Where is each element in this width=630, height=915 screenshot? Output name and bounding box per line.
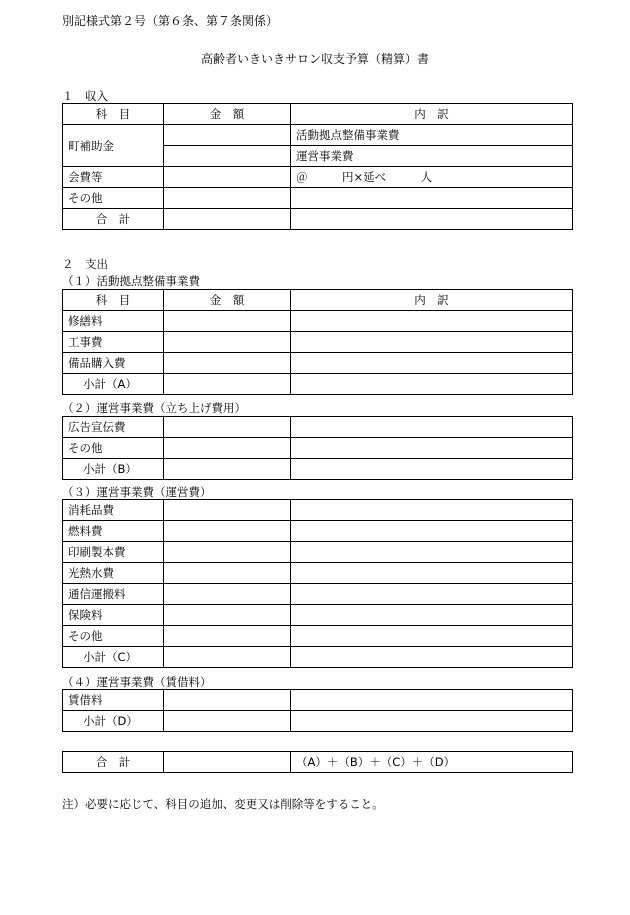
amount-cell: [164, 417, 291, 438]
amount-cell: [164, 584, 291, 605]
table-header-row: [63, 290, 573, 311]
amount-cell: [164, 353, 291, 374]
detail-cell: [291, 647, 573, 668]
row-item-label: 消耗品費: [63, 500, 164, 521]
amount-cell: [164, 209, 291, 230]
amount-cell: [164, 647, 291, 668]
total-row: [63, 209, 573, 230]
table-row: [63, 353, 573, 374]
amount-cell: [164, 711, 291, 732]
row-item-label: 広告宣伝費: [63, 417, 164, 438]
row-item-label: 印刷製本費: [63, 542, 164, 563]
expense-sub2-title: （２）運営事業費（立ち上げ費用）: [62, 401, 246, 415]
row-item-label: 会費等: [63, 167, 164, 188]
subtotal-label: 小計（C）: [63, 647, 164, 668]
amount-cell: [164, 188, 291, 209]
table-row: [63, 188, 573, 209]
table-row: [63, 563, 573, 584]
total-formula: （A）＋（B）＋（C）＋（D）: [291, 752, 573, 773]
subtotal-label: 小計（A）: [63, 374, 164, 395]
expense-sub1-table: [62, 289, 573, 395]
amount-cell: [164, 542, 291, 563]
amount-cell: [164, 438, 291, 459]
amount-cell: [164, 752, 291, 773]
amount-cell: [164, 626, 291, 647]
subtotal-row: [63, 459, 573, 480]
amount-cell: [164, 311, 291, 332]
header-amount: 金 額: [164, 104, 291, 125]
detail-cell: [291, 711, 573, 732]
detail-cell: ＠ 円×延べ 人: [291, 167, 573, 188]
detail-cell: [291, 188, 573, 209]
detail-cell: [291, 209, 573, 230]
subtotal-label: 小計（D）: [63, 711, 164, 732]
table-row: [63, 521, 573, 542]
detail-cell: [291, 521, 573, 542]
table-row: [63, 542, 573, 563]
amount-cell: [164, 146, 291, 167]
row-item-label: 工事費: [63, 332, 164, 353]
grand-total-table: [62, 751, 573, 773]
detail-cell: [291, 332, 573, 353]
table-row: [63, 690, 573, 711]
header-item: 科 目: [63, 290, 164, 311]
amount-cell: [164, 374, 291, 395]
row-item-label: 通信運搬料: [63, 584, 164, 605]
total-row: [63, 752, 573, 773]
amount-cell: [164, 332, 291, 353]
row-item-label: 光熱水費: [63, 563, 164, 584]
table-row: [63, 584, 573, 605]
subtotal-row: [63, 647, 573, 668]
detail-cell: 活動拠点整備事業費: [291, 125, 573, 146]
amount-cell: [164, 521, 291, 542]
amount-cell: [164, 563, 291, 584]
detail-cell: [291, 563, 573, 584]
header-item: 科 目: [63, 104, 164, 125]
table-row: [63, 125, 573, 146]
header-amount: 金 額: [164, 290, 291, 311]
expense-sub3-title: （３）運営事業費（運営費）: [62, 485, 212, 499]
detail-cell: [291, 690, 573, 711]
table-row: [63, 438, 573, 459]
expense-heading: ２ 支出: [62, 257, 108, 271]
row-item-label: その他: [63, 188, 164, 209]
detail-cell: [291, 605, 573, 626]
amount-cell: [164, 605, 291, 626]
detail-cell: [291, 459, 573, 480]
detail-cell: [291, 438, 573, 459]
detail-cell: [291, 417, 573, 438]
table-row: [63, 311, 573, 332]
amount-cell: [164, 500, 291, 521]
subtotal-row: [63, 711, 573, 732]
row-item-label: 賃借料: [63, 690, 164, 711]
row-item-label: 燃料費: [63, 521, 164, 542]
total-label: 合 計: [63, 209, 164, 230]
detail-cell: [291, 584, 573, 605]
table-row: [63, 605, 573, 626]
expense-sub4-table: [62, 689, 573, 732]
expense-sub1-title: （１）活動拠点整備事業費: [62, 274, 200, 288]
row-item-label: 修繕料: [63, 311, 164, 332]
amount-cell: [164, 167, 291, 188]
expense-sub3-table: [62, 499, 573, 668]
subtotal-label: 小計（B）: [63, 459, 164, 480]
row-item-label: 町補助金: [63, 125, 164, 167]
table-row: [63, 332, 573, 353]
amount-cell: [164, 690, 291, 711]
form-number: 別記様式第２号（第６条、第７条関係）: [62, 14, 279, 28]
row-item-label: その他: [63, 626, 164, 647]
note: 注）必要に応じて、科目の追加、変更又は削除等をすること。: [62, 797, 384, 811]
table-row: [63, 167, 573, 188]
table-header-row: [63, 104, 573, 125]
document-title: 高齢者いきいきサロン収支予算（精算）書: [200, 52, 429, 66]
row-item-label: その他: [63, 438, 164, 459]
detail-cell: 運営事業費: [291, 146, 573, 167]
subtotal-row: [63, 374, 573, 395]
detail-cell: [291, 374, 573, 395]
amount-cell: [164, 125, 291, 146]
expense-sub4-title: （４）運営事業費（賃借料）: [62, 675, 212, 689]
total-label: 合 計: [63, 752, 164, 773]
detail-cell: [291, 626, 573, 647]
detail-cell: [291, 500, 573, 521]
income-table: [62, 103, 573, 230]
expense-sub2-table: [62, 416, 573, 480]
detail-cell: [291, 542, 573, 563]
income-heading: １ 収入: [62, 89, 108, 103]
table-row: [63, 626, 573, 647]
table-row: [63, 417, 573, 438]
table-row: [63, 500, 573, 521]
header-detail: 内 訳: [291, 104, 573, 125]
header-detail: 内 訳: [291, 290, 573, 311]
amount-cell: [164, 459, 291, 480]
detail-cell: [291, 353, 573, 374]
row-item-label: 備品購入費: [63, 353, 164, 374]
detail-cell: [291, 311, 573, 332]
row-item-label: 保険料: [63, 605, 164, 626]
